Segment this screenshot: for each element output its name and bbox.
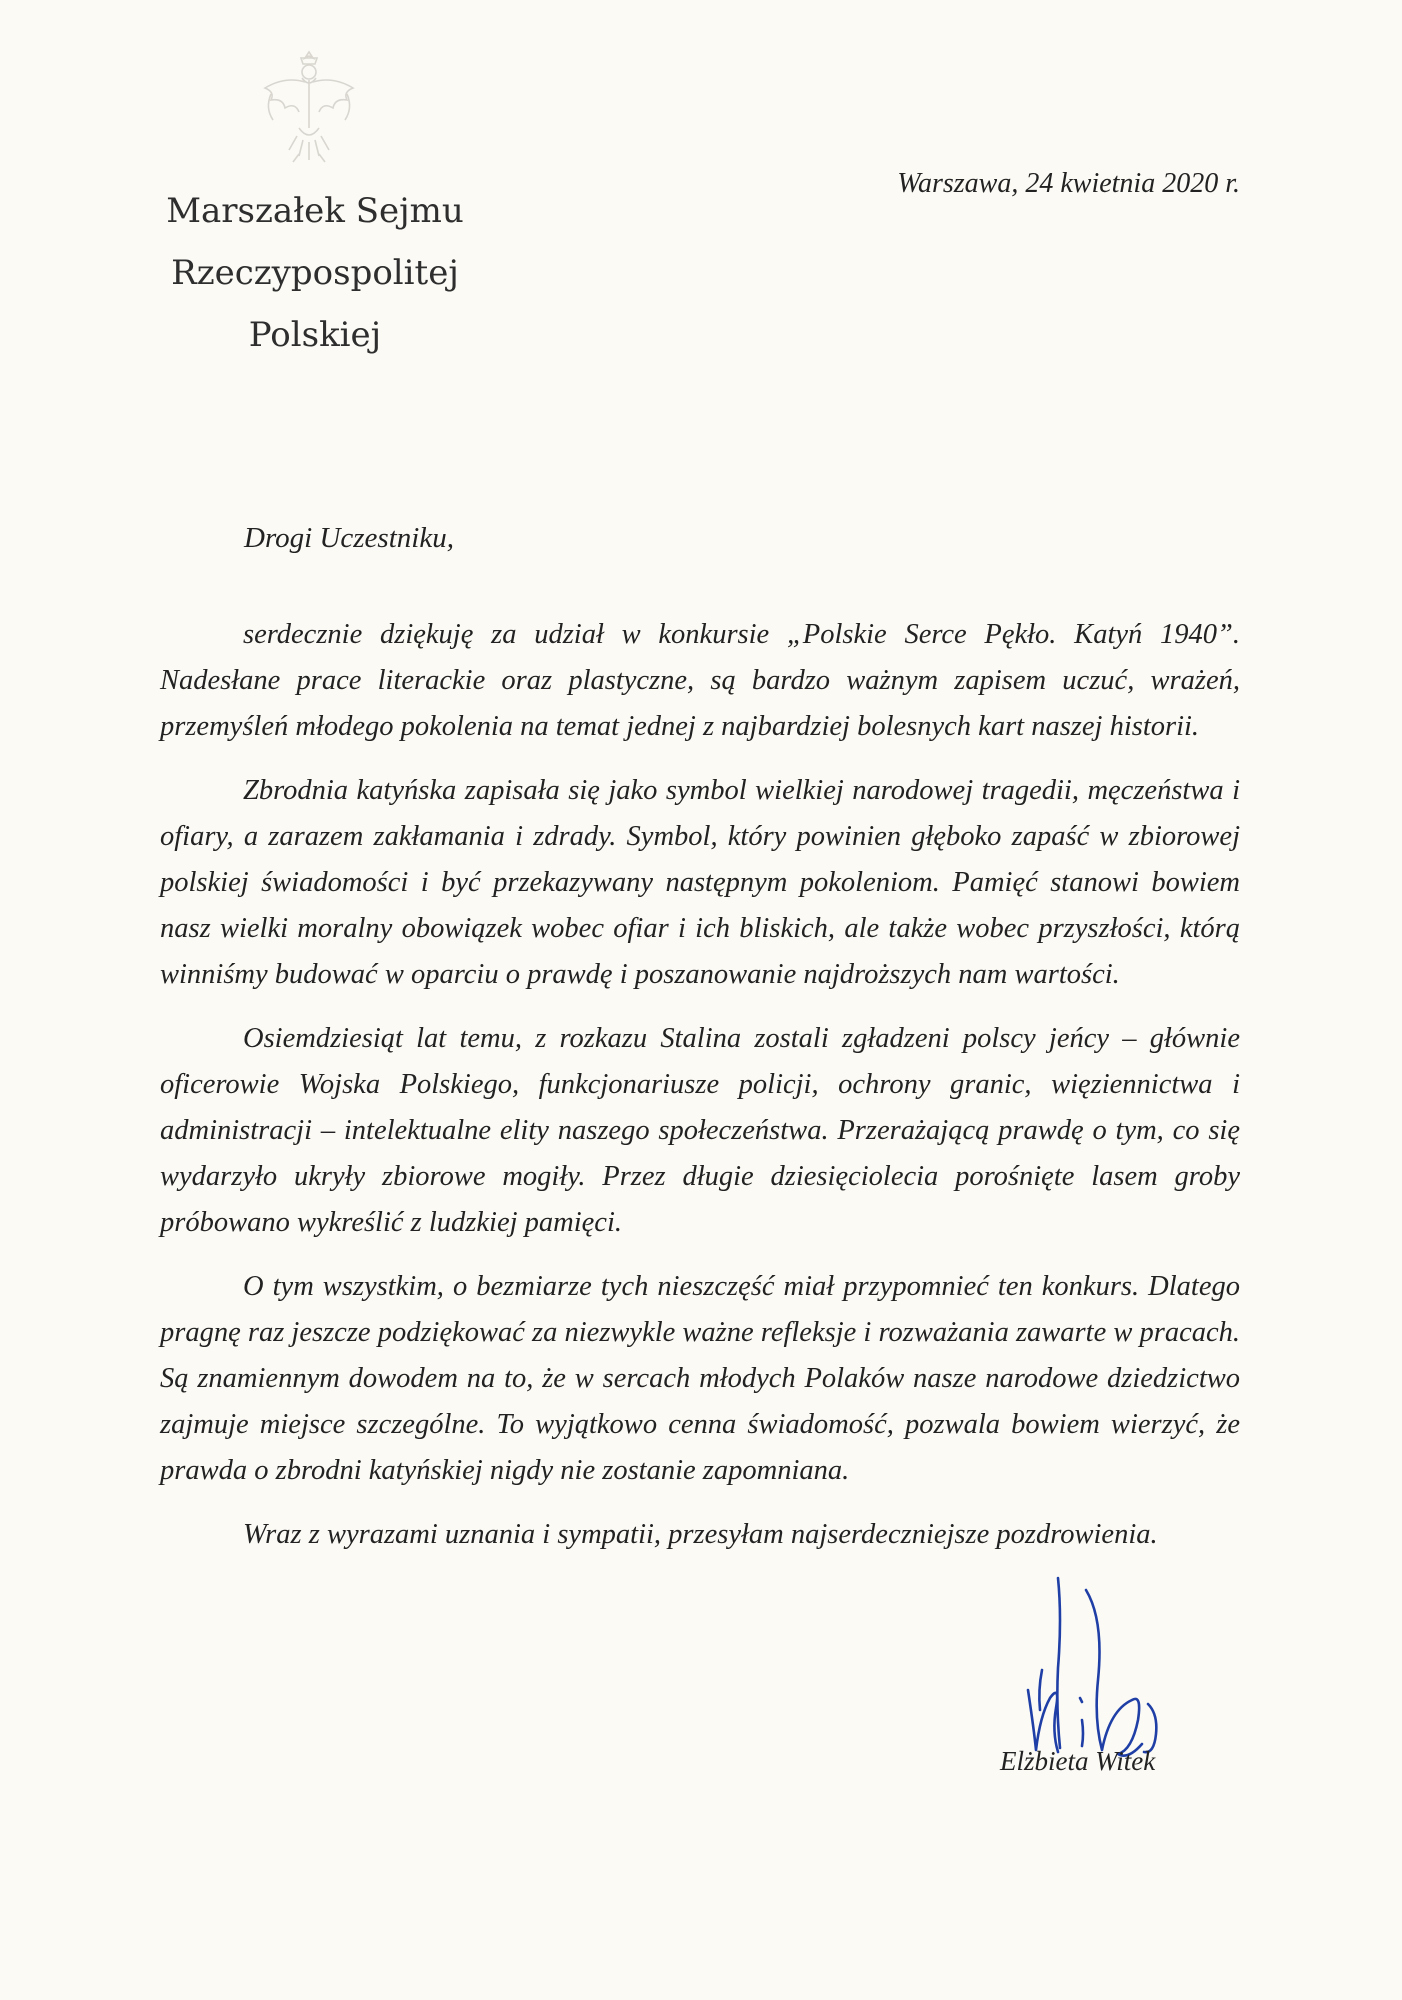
signer-name: Elżbieta Witek: [1000, 1746, 1156, 1776]
letter-date: Warszawa, 24 kwietnia 2020 r.: [897, 168, 1240, 199]
polish-eagle-icon: [248, 44, 370, 174]
paragraph: Osiemdziesiąt lat temu, z rozkazu Stalina zostali zgładzeni polscy jeńcy – głównie oficerowie Wojska Polskiego, funkcjonariusze policji, ochrony granic, więziennictwa i administracji – intelektualne elity naszego społeczeństwa. Przerażającą prawdę o tym, co się wydarzyło ukryły zbiorowe mogiły. Przez długie dziesięciolecia porośnięte lasem groby próbowano wykreślić z ludzkiej pamięci.: [160, 1023, 1240, 1238]
paragraph: Zbrodnia katyńska zapisała się jako symbol wielkiej narodowej tragedii, męczeństwa i ofiary, a zarazem zakłamania i zdrady. Symbol, który powinien głęboko zapaść w zbiorowej polskiej świadomości i być przekazywany następnym pokoleniom. Pamięć stanowi bowiem nasz wielki moralny obowiązek wobec ofiar i ich bliskich, ale także wobec przyszłości, którą winniśmy budować w oparciu o prawdę i poszanowanie najdroższych nam wartości.: [160, 775, 1240, 990]
letterhead-line-1: Marszałek Sejmu: [166, 191, 464, 231]
paragraph: serdecznie dziękuję za udział w konkursie „Polskie Serce Pękło. Katyń 1940”. Nadesłane prace literackie oraz plastyczne, są bardzo ważnym zapisem uczuć, wrażeń, przemyśleń młodego pokolenia na temat jednej z najbardziej bolesnych kart naszej historii.: [160, 619, 1240, 742]
letterhead: [110, 180, 520, 366]
handwritten-signature-icon: [1020, 1570, 1180, 1770]
letterhead-line-2: Rzeczypospolitej Polskiej: [171, 253, 459, 355]
paragraph: Wraz z wyrazami uznania i sympatii, przesyłam najserdeczniejsze pozdrowienia.: [243, 1519, 1158, 1550]
greeting: Drogi Uczestniku,: [244, 522, 454, 554]
paragraph: O tym wszystkim, o bezmiarze tych nieszczęść miał przypomnieć ten konkurs. Dlatego pragnę raz jeszcze podziękować za niezwykle ważne refleksje i rozważania zawarte w pracach. Są znamiennym dowodem na to, że w sercach młodych Polaków nasze narodowe dziedzictwo zajmuje miejsce szczególne. To wyjątkowo cenna świadomość, pozwala bowiem wierzyć, że prawda o zbrodni katyńskiej nigdy nie zostanie zapomniana.: [160, 1271, 1240, 1486]
letter-body: [160, 612, 1240, 1576]
